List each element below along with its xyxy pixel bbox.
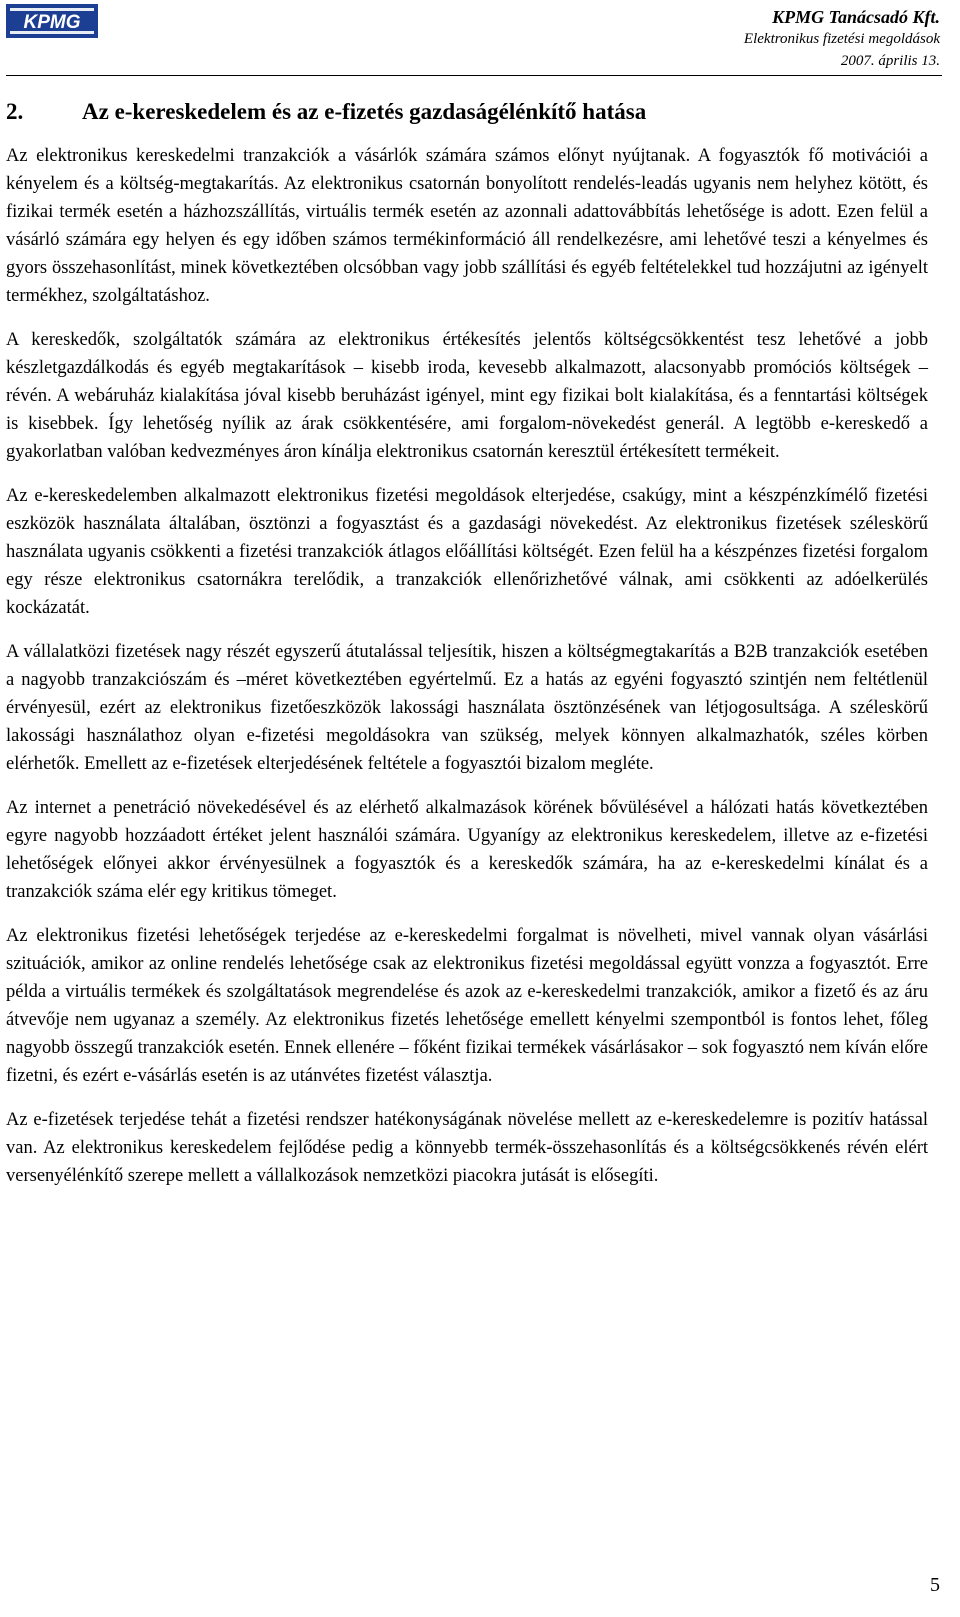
body-text [6,142,928,1206]
paragraph: A vállalatközi fizetések nagy részét egyszerű átutalással teljesítik, hiszen a költségmegtakarítás a B2B tranzakciók esetében a nagyobb tranzakciószám és –méret következtében egyértelmű. Ez a hatás az egyéni fogyasztó szintjén nem feltétlenül érvényesül, ezért az elektronikus fizetőeszközök lakossági használata ösztönzésének van létjogosultsága. A széleskörű lakossági használathoz olyan e-fizetési megoldásokra van szükség, melyek könnyen alkalmazhatók, széles körben elérhetők. Emellett az e-fizetések elterjedésének feltétele a fogyasztói bizalom megléte. [6,642,928,774]
paragraph: Az elektronikus fizetési lehetőségek terjedése az e-kereskedelmi forgalmat is növelheti, mivel vannak olyan vásárlási szituációk, amikor az online rendelés lehetősége csak az elektronikus fizetési megoldással együtt vonzza a fogyasztót. Erre példa a virtuális termékek és szolgáltatások megrendelése és azok az e-kereskedelmi tranzakciók, amikor a fizető és az áru átvevője nem ugyanaz a személy. Az elektronikus fizetés lehetősége emellett kényelmi szempontból is fontos lehet, főleg nagyobb összegű tranzakciók esetén. Ennek ellenére – főként fizikai termékek vásárlásakor – sok fogyasztó nem kíván előre fizetni, és ezért e-vásárlás esetén is az utánvétes fizetést választja. [6,926,928,1086]
section-title: Az e-kereskedelem és az e-fizetés gazdaságélénkítő hatása [82,99,647,124]
section-heading [6,97,936,127]
paragraph: Az internet a penetráció növekedésével és az elérhető alkalmazások körének bővülésével a hálózati hatás következtében egyre nagyobb hozzáadott értéket jelent használói számára. Ugyanígy az elektronikus kereskedelem, illetve az e-fizetési lehetőségek előnyei akkor érvényesülnek a fogyasztók és a kereskedők számára, ha az e-kereskedelmi kínálat és a tranzakciók száma elér egy kritikus tömeget. [6,798,928,902]
paragraph: Az e-fizetések terjedése tehát a fizetési rendszer hatékonyságának növelése mellett az e-kereskedelemre is pozitív hatással van. Az elektronikus kereskedelem fejlődése pedig a könnyebb termék-összehasonlítás és a költségcsökkenés révén elért versenyélénkítő szerepe mellett a vállalkozások nemzetközi piacokra jutását is elősegíti. [6,1110,928,1186]
header-date: 2007. április 13. [840,53,940,69]
header-divider [6,75,942,76]
page-number: 5 [930,1574,940,1596]
paragraph: Az elektronikus kereskedelmi tranzakciók a vásárlók számára számos előnyt nyújtanak. A fogyasztók fő motivációi a kényelem és a költség-megtakarítás. Az elektronikus csatornán bonyolított rendelés-leadás ugyanis nem helyhez kötött, és fizikai termék esetén a házhozszállítás, virtuális termék esetén az azonnali adattovábbítás lehetősége is adott. Ezen felül a vásárló számára egy helyen és egy időben számos termékinformáció áll rendelkezésre, ami lehetővé teszi a kényelmes és gyors összehasonlítást, minek következtében olcsóbban vagy jobb szállítási és egyéb feltételekkel tud hozzájutni az igényelt termékhez, szolgáltatáshoz. [6,146,928,306]
section-number: 2. [6,99,24,124]
page-header [744,6,940,72]
paragraph: Az e-kereskedelemben alkalmazott elektronikus fizetési megoldások elterjedése, csakúgy, mint a készpénzkímélő fizetési eszközök használata általában, ösztönzi a fogyasztást és a gazdasági növekedést. Az elektronikus fizetések széleskörű használata ugyanis csökkenti a fizetési tranzakciók átlagos előállítási költségét. Ezen felül ha a készpénzes fizetési forgalom egy része elektronikus csatornákra terelődik, a tranzakciók ellenőrizhetővé válnak, ami csökkenti az adóelkerülés kockázatát. [6,486,928,618]
paragraph: A kereskedők, szolgáltatók számára az elektronikus értékesítés jelentős költségcsökkentést tesz lehetővé a jobb készletgazdálkodás és egyéb megtakarítások – kisebb iroda, kevesebb alkalmazott, alacsonyabb promóciós költségek – révén. A webáruház kialakítása jóval kisebb beruházást igényel, mint egy fizikai bolt kialakítása, és a fenntartási költségek is kisebbek. Így lehetőség nyílik az árak csökkentésére, ami forgalom-növekedést generál. A legtöbb e-kereskedő a gyakorlatban valóban kedvezményes áron kínálja elektronikus csatornán keresztül értékesített termékeit. [6,330,928,462]
header-document-title: Elektronikus fizetési megoldások [743,31,940,47]
header-company: KPMG Tanácsadó Kft. [772,7,940,27]
svg-text:KPMG: KPMG [23,12,81,33]
kpmg-logo [6,4,98,38]
